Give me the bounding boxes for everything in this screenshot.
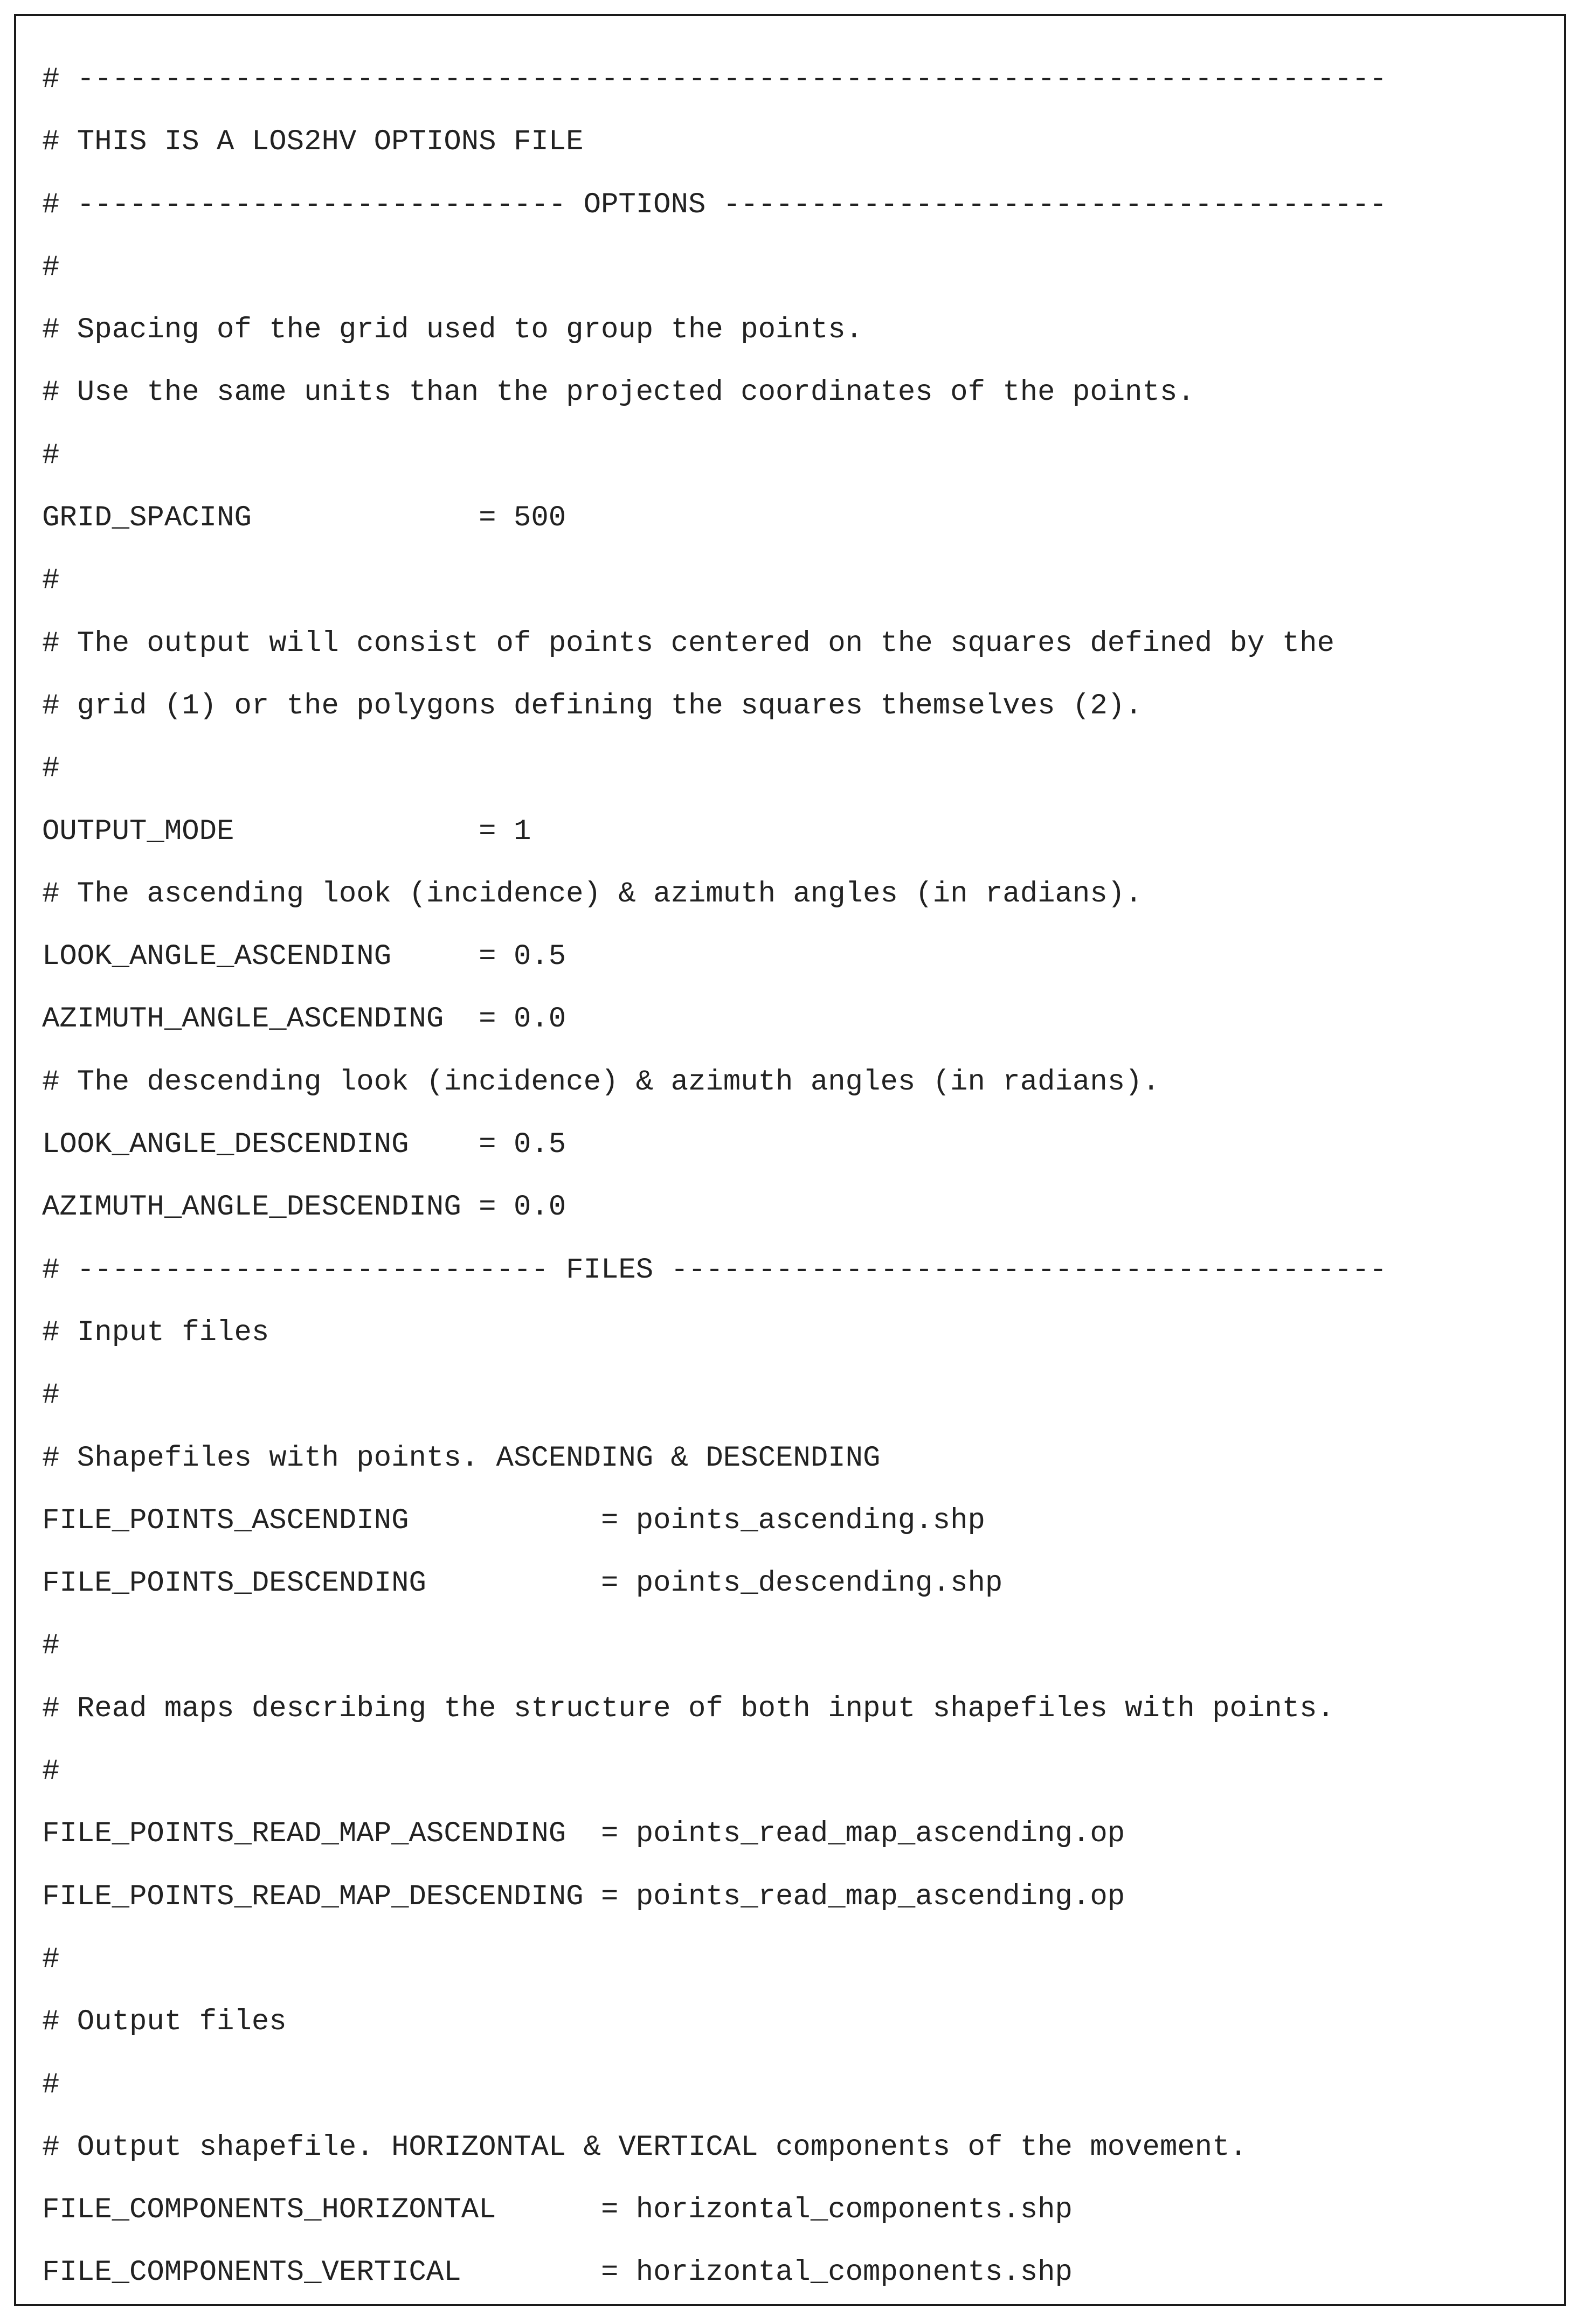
option-components-vertical: FILE_COMPONENTS_VERTICAL = horizontal_components.shp [42,2256,1073,2290]
option-look-angle-ascending: LOOK_ANGLE_ASCENDING = 0.5 [42,940,566,974]
option-azimuth-angle-ascending: AZIMUTH_ANGLE_ASCENDING = 0.0 [42,1003,566,1036]
files-section-header: # --------------------------- FILES ----------------------------------------- [42,1253,1387,1287]
comment-line: # The descending look (incidence) & azimuth angles (in radians). [42,1065,1160,1099]
options-section-header: # ---------------------------- OPTIONS -------------------------------------- [42,188,1387,221]
option-output-mode: OUTPUT_MODE = 1 [42,815,531,848]
comment-line: # Shapefiles with points. ASCENDING & DESCENDING [42,1441,881,1475]
comment-line: # Output shapefile. HORIZONTAL & VERTICAL components of the movement. [42,2131,1247,2164]
comment-line: # [42,1629,60,1663]
option-read-map-descending: FILE_POINTS_READ_MAP_DESCENDING = points_read_map_ascending.op [42,1880,1125,1913]
option-file-points-descending: FILE_POINTS_DESCENDING = points_descending.shp [42,1567,1003,1600]
comment-line: # [42,251,60,284]
comment-line: # grid (1) or the polygons defining the squares themselves (2). [42,689,1143,723]
options-file-frame [14,14,1566,2306]
comment-line: # [42,2068,60,2101]
comment-line: # [42,1379,60,1412]
option-components-horizontal: FILE_COMPONENTS_HORIZONTAL = horizontal_components.shp [42,2194,1073,2227]
option-read-map-ascending: FILE_POINTS_READ_MAP_ASCENDING = points_read_map_ascending.op [42,1817,1125,1851]
comment-line: # Spacing of the grid used to group the points. [42,314,863,347]
comment-line: # [42,752,60,786]
option-file-points-ascending: FILE_POINTS_ASCENDING = points_ascending.shp [42,1504,985,1537]
comment-line: # The ascending look (incidence) & azimuth angles (in radians). [42,877,1143,911]
separator-line: # --------------------------------------------------------------------------- [42,63,1387,96]
options-file-content [42,64,1387,2320]
comment-line: # [42,1943,60,1976]
comment-line: # Use the same units than the projected coordinates of the points. [42,376,1195,410]
comment-line: # Input files [42,1316,269,1349]
comment-line: # [42,439,60,472]
file-title-comment: # THIS IS A LOS2HV OPTIONS FILE [42,126,584,159]
option-grid-spacing: GRID_SPACING = 500 [42,502,566,535]
option-look-angle-descending: LOOK_ANGLE_DESCENDING = 0.5 [42,1128,566,1162]
comment-line: # [42,564,60,598]
option-azimuth-angle-descending: AZIMUTH_ANGLE_DESCENDING = 0.0 [42,1191,566,1224]
comment-line: # Output files [42,2006,287,2039]
comment-line: # [42,1755,60,1788]
comment-line: # The output will consist of points centered on the squares defined by the [42,627,1334,660]
comment-line: # Read maps describing the structure of both input shapefiles with points. [42,1692,1334,1725]
